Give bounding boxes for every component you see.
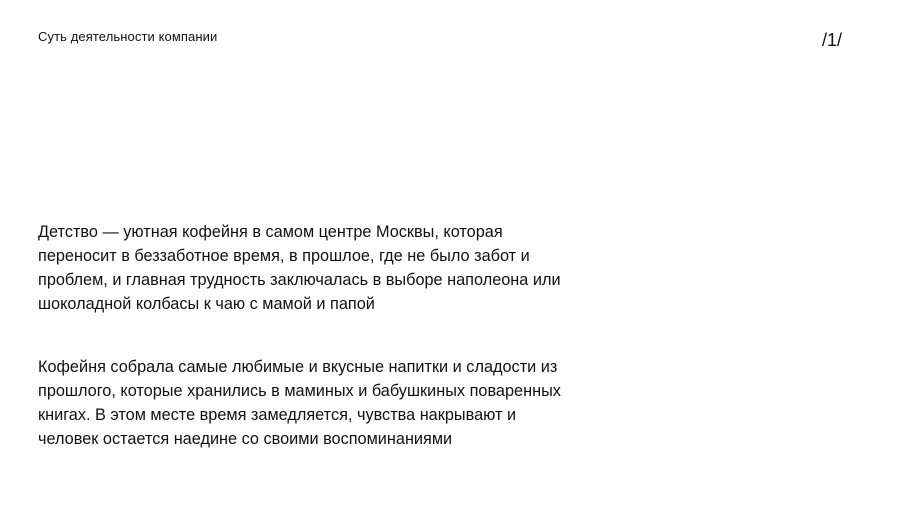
description-paragraph: Кофейня собрала самые любимые и вкусные напитки и сладости из прошлого, которые хранились в маминых и бабушкиных поваренных книгах. В этом месте время замедляется, чувства накрывают и человек остается наедине со своими воспоминаниями	[38, 358, 561, 448]
page-number: /1/	[821, 30, 842, 50]
intro-paragraph: Детство — уютная кофейня в самом центре Москвы, которая переносит в беззаботное время, в прошлое, где не было забот и проблем, и главная трудность заключалась в выборе наполеона или шоколадной колбасы к чаю с мамой и папой	[38, 223, 561, 313]
page-heading: Суть деятельности компании	[38, 29, 218, 44]
